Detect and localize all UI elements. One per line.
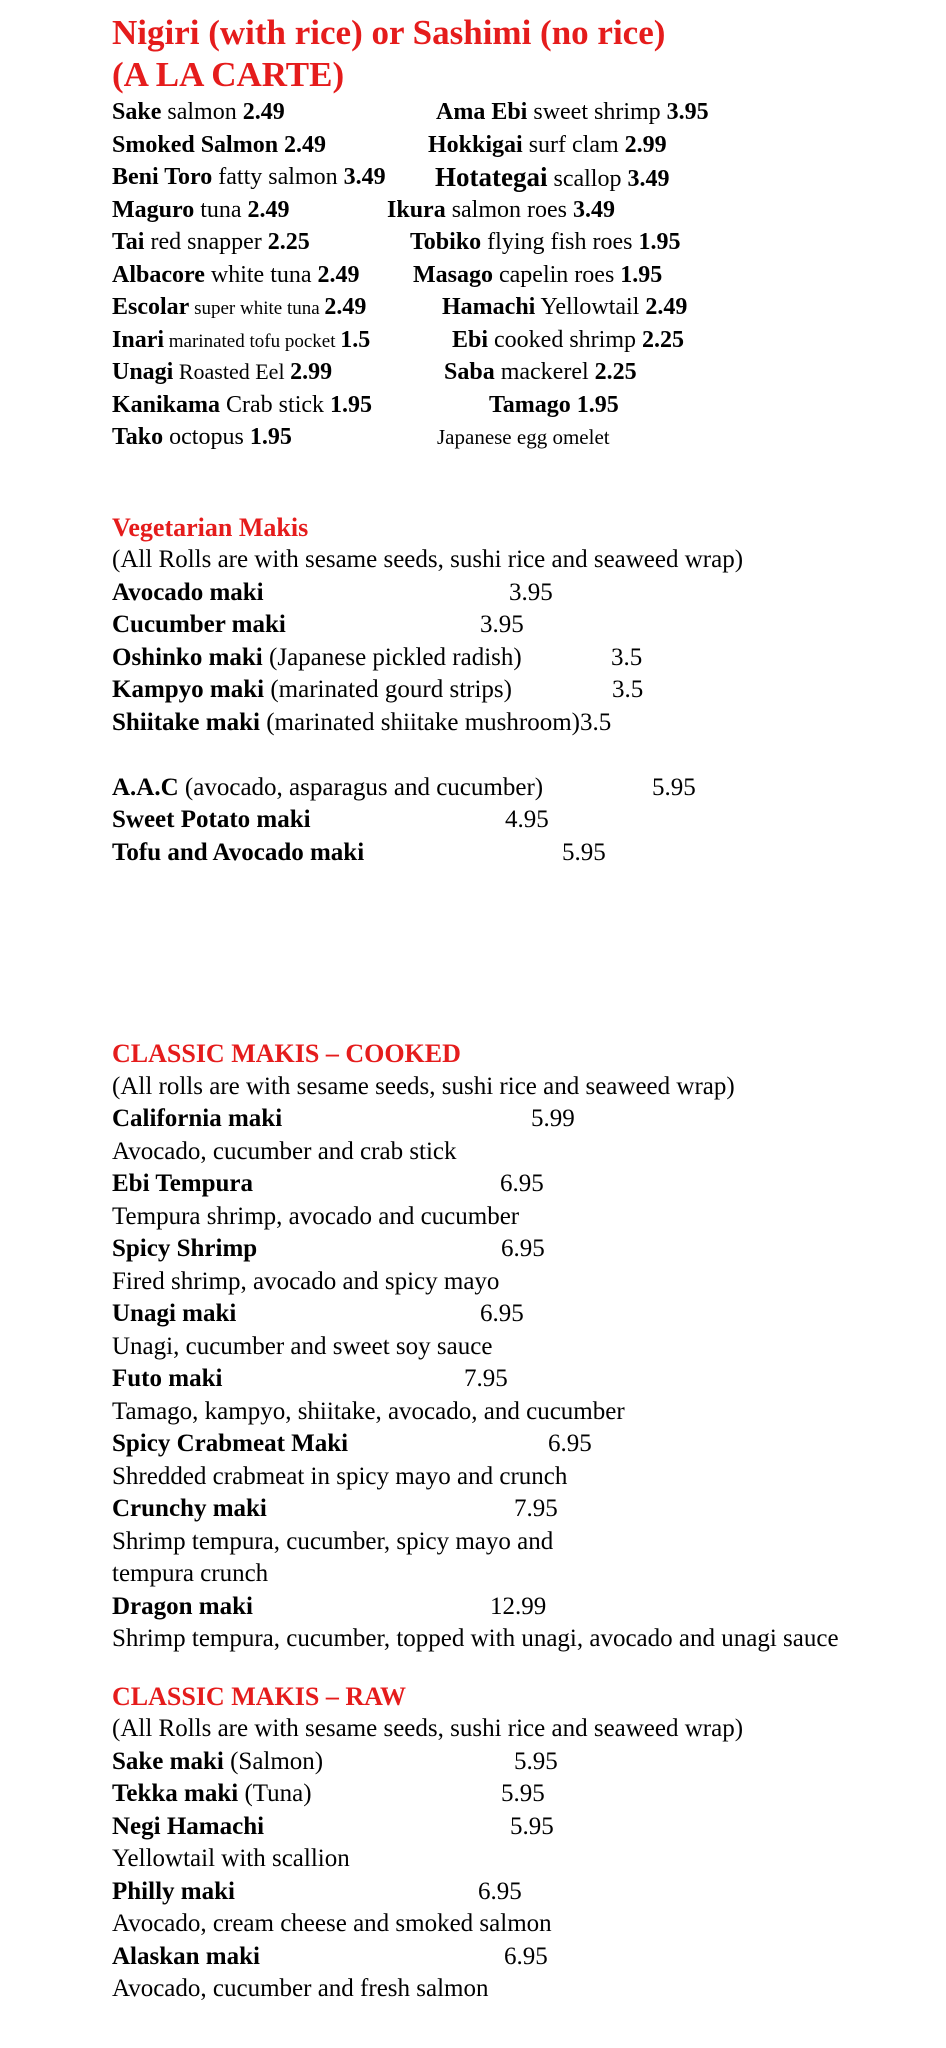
item-price: 3.49 xyxy=(343,164,386,190)
item-desc: (marinated shiitake mushroom) xyxy=(259,708,581,736)
item-desc: scallop xyxy=(547,166,628,192)
menu-item xyxy=(112,642,932,675)
item-name: Spicy Shrimp xyxy=(112,1235,258,1262)
nigiri-row xyxy=(112,291,932,324)
item-desc: Unagi, cucumber and sweet soy sauce xyxy=(112,1332,493,1360)
item-name: Sake maki xyxy=(112,1747,224,1775)
item-name: A.A.C xyxy=(112,773,179,801)
item-extra: (Salmon) xyxy=(223,1747,324,1775)
item-name: Spicy Crabmeat Maki xyxy=(112,1430,349,1457)
item-name: Smoked Salmon xyxy=(112,131,279,158)
menu-item xyxy=(112,1811,932,1844)
item-price: 1.95 xyxy=(638,229,681,255)
item-name: Shiitake maki xyxy=(112,708,260,736)
item-name: Tamago xyxy=(489,391,571,418)
item-name: Escolar xyxy=(112,294,190,320)
item-desc: tuna xyxy=(194,196,248,223)
item-price: 3.95 xyxy=(480,611,524,638)
nigiri-row xyxy=(112,226,932,259)
item-name: Philly maki xyxy=(112,1877,235,1905)
item-desc: Fired shrimp, avocado and spicy mayo xyxy=(112,1267,500,1295)
item-price: 5.95 xyxy=(501,1780,545,1807)
item-price: 1.95 xyxy=(249,424,292,450)
item-name: Masago xyxy=(413,261,493,288)
item-price: 3.95 xyxy=(666,99,709,125)
menu-item xyxy=(112,1746,932,1779)
item-desc: sweet shrimp xyxy=(527,99,667,125)
nigiri-row xyxy=(112,96,932,129)
item-desc: (marinated gourd strips) xyxy=(264,676,512,703)
item-name: Ama Ebi xyxy=(436,99,528,125)
menu-page xyxy=(112,12,932,2006)
item-desc: Yellowtail xyxy=(535,294,646,320)
item-name: Unagi xyxy=(112,359,174,385)
item-desc: Avocado, cucumber and fresh salmon xyxy=(112,1975,489,2002)
menu-item xyxy=(112,1493,932,1526)
item-name: Tekka maki xyxy=(112,1780,239,1807)
item-name: Ebi xyxy=(452,326,489,353)
item-name: Tobiko xyxy=(410,229,482,255)
item-name: Alaskan maki xyxy=(112,1942,260,1970)
menu-item xyxy=(112,609,932,642)
nigiri-row xyxy=(112,129,932,162)
item-desc: Yellowtail with scallion xyxy=(112,1845,350,1872)
menu-item xyxy=(112,1103,932,1136)
item-price: 1.5 xyxy=(340,326,371,353)
item-price: 2.99 xyxy=(290,359,333,385)
item-desc: Avocado, cream cheese and smoked salmon xyxy=(112,1910,552,1937)
item-desc: salmon roes xyxy=(445,196,573,223)
item-name: Tai xyxy=(112,229,145,255)
menu-item xyxy=(112,1876,932,1909)
item-name: Hokkigai xyxy=(428,131,523,158)
item-desc: Shredded crabmeat in spicy mayo and crunch xyxy=(112,1462,568,1490)
item-desc: Tempura shrimp, avocado and cucumber xyxy=(112,1202,520,1230)
item-price: 3.49 xyxy=(627,166,670,192)
item-price: 3.5 xyxy=(580,708,612,736)
item-name: Futo maki xyxy=(112,1365,223,1392)
item-price: 1.95 xyxy=(620,261,663,288)
item-price: 2.49 xyxy=(247,196,290,223)
nigiri-section xyxy=(112,12,932,454)
item-price: 3.5 xyxy=(611,643,643,671)
item-desc: marinated tofu pocket xyxy=(164,330,341,352)
menu-item xyxy=(112,1168,932,1201)
nigiri-row xyxy=(112,389,932,422)
item-price: 2.49 xyxy=(284,131,327,158)
item-price: 6.95 xyxy=(504,1942,548,1970)
menu-item xyxy=(112,1428,932,1461)
item-name: Inari xyxy=(112,326,165,353)
item-desc: capelin roes xyxy=(493,261,621,288)
item-desc: super white tuna xyxy=(189,298,325,319)
menu-item xyxy=(112,1941,932,1974)
item-name: Negi Hamachi xyxy=(112,1812,265,1840)
item-name: Hotategai xyxy=(435,162,548,192)
item-desc: flying fish roes xyxy=(481,229,639,255)
item-price: 6.95 xyxy=(548,1430,592,1457)
item-name: Sake xyxy=(112,99,162,125)
item-price: 3.5 xyxy=(612,676,644,703)
item-name: Kanikama xyxy=(112,391,221,418)
item-price: 2.25 xyxy=(267,229,310,255)
item-name: Ebi Tempura xyxy=(112,1170,254,1197)
item-name: Albacore xyxy=(112,261,205,288)
item-price: 2.49 xyxy=(324,294,367,320)
item-name: Ikura xyxy=(387,196,446,223)
item-name: Tofu and Avocado maki xyxy=(112,838,365,866)
item-name: Maguro xyxy=(112,196,195,223)
item-desc: red snapper xyxy=(144,229,268,255)
item-desc: (avocado, asparagus and cucumber) xyxy=(178,773,544,801)
item-price: 5.95 xyxy=(652,773,696,801)
item-price: 5.95 xyxy=(562,838,606,866)
item-name: Beni Toro xyxy=(112,164,213,190)
menu-item xyxy=(112,674,932,707)
item-price: 2.49 xyxy=(645,294,688,320)
nigiri-row xyxy=(112,194,932,227)
item-name: Tako xyxy=(112,424,164,450)
item-name: California maki xyxy=(112,1105,283,1132)
item-price: 5.95 xyxy=(514,1747,558,1775)
item-name: Avocado maki xyxy=(112,578,264,606)
menu-item xyxy=(112,1363,932,1396)
item-desc: Shrimp tempura, cucumber, spicy mayo and tempura crunch xyxy=(112,1527,554,1587)
nigiri-row xyxy=(112,161,932,194)
item-price: 6.95 xyxy=(500,1170,544,1197)
menu-item xyxy=(112,577,932,610)
item-desc: Tamago, kampyo, shiitake, avocado, and cucumber xyxy=(112,1397,625,1425)
item-price: 2.25 xyxy=(642,326,685,353)
item-name: Cucumber maki xyxy=(112,611,286,638)
section-heading: CLASSIC MAKIS – COOKED xyxy=(112,1039,461,1068)
item-desc: Japanese egg omelet xyxy=(437,425,610,449)
nigiri-row xyxy=(112,421,932,454)
item-name: Kampyo maki xyxy=(112,676,265,703)
nigiri-title: Nigiri (with rice) or Sashimi (no rice) xyxy=(112,13,666,52)
item-price: 5.95 xyxy=(510,1812,554,1840)
item-name: Dragon maki xyxy=(112,1592,253,1620)
item-price: 1.95 xyxy=(576,391,619,418)
item-price: 3.95 xyxy=(509,578,553,606)
section-heading: CLASSIC MAKIS – RAW xyxy=(112,1681,406,1711)
menu-item xyxy=(112,772,932,805)
nigiri-subtitle: (A LA CARTE) xyxy=(112,55,345,94)
item-extra: (Tuna) xyxy=(238,1780,312,1807)
raw-section xyxy=(112,1681,932,2006)
item-desc: mackerel xyxy=(494,359,595,385)
item-name: Sweet Potato maki xyxy=(112,806,311,833)
item-price: 3.49 xyxy=(573,196,615,223)
menu-item xyxy=(112,707,932,740)
item-name: Crunchy maki xyxy=(112,1495,267,1522)
section-note: (All rolls are with sesame seeds, sushi rice and seaweed wrap) xyxy=(112,1072,735,1100)
menu-item xyxy=(112,837,932,870)
item-name: Saba xyxy=(444,359,495,385)
item-desc: Crab stick xyxy=(220,391,331,418)
item-desc: fatty salmon xyxy=(212,164,344,190)
item-desc: octopus xyxy=(163,424,250,450)
section-heading: Vegetarian Makis xyxy=(112,512,309,542)
item-price: 12.99 xyxy=(490,1592,547,1620)
item-price: 2.25 xyxy=(594,359,637,385)
item-name: Oshinko maki xyxy=(112,643,263,671)
menu-item xyxy=(112,1778,932,1811)
section-note: (All Rolls are with sesame seeds, sushi rice and seaweed wrap) xyxy=(112,1715,744,1742)
item-price: 6.95 xyxy=(480,1300,524,1327)
item-price: 1.95 xyxy=(330,391,373,418)
item-name: Unagi maki xyxy=(112,1300,237,1327)
item-desc: Shrimp tempura, cucumber, topped with unagi, avocado and unagi sauce xyxy=(112,1625,839,1652)
menu-item xyxy=(112,1233,932,1266)
item-desc: white tuna xyxy=(204,261,318,288)
item-price: 7.95 xyxy=(464,1365,508,1392)
item-price: 5.99 xyxy=(531,1105,575,1132)
nigiri-row xyxy=(112,356,932,389)
section-note: (All Rolls are with sesame seeds, sushi rice and seaweed wrap) xyxy=(112,546,744,573)
item-desc: cooked shrimp xyxy=(488,326,643,353)
item-price: 7.95 xyxy=(514,1495,558,1522)
item-desc: salmon xyxy=(161,99,243,125)
item-price: 6.95 xyxy=(501,1235,545,1262)
vegetarian-section xyxy=(112,512,932,870)
item-price: 2.49 xyxy=(317,261,360,288)
nigiri-row xyxy=(112,324,932,357)
menu-item xyxy=(112,1298,932,1331)
cooked-section xyxy=(112,1038,932,1656)
item-desc: Roasted Eel xyxy=(173,359,291,384)
item-desc: Avocado, cucumber and crab stick xyxy=(112,1137,457,1165)
item-price: 4.95 xyxy=(505,806,549,833)
menu-item xyxy=(112,1591,932,1624)
item-price: 2.49 xyxy=(242,99,285,125)
nigiri-row xyxy=(112,259,932,292)
item-desc: surf clam xyxy=(522,131,625,158)
item-price: 6.95 xyxy=(478,1877,522,1905)
item-name: Hamachi xyxy=(442,294,536,320)
menu-item xyxy=(112,804,932,837)
item-price: 2.99 xyxy=(624,131,667,158)
item-desc: (Japanese pickled radish) xyxy=(262,643,522,671)
